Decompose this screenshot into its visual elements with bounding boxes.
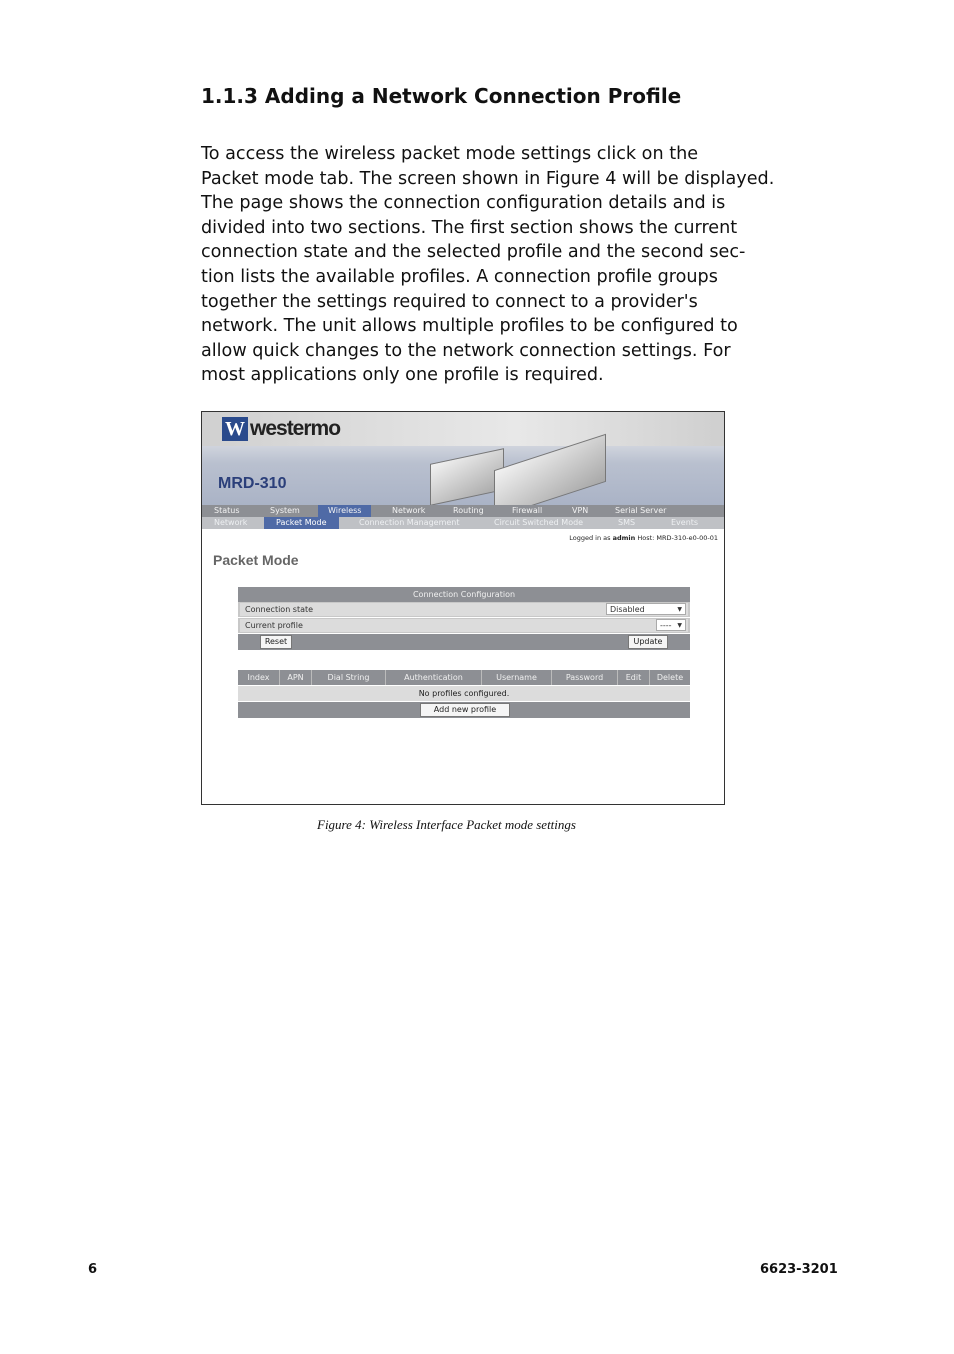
- paragraph-line: To access the wireless packet mode settings click on the: [201, 144, 699, 164]
- no-profiles-row: No profiles configured.: [238, 686, 690, 701]
- subnav-tab-sms[interactable]: SMS: [618, 518, 636, 527]
- model-name: MRD-310: [218, 475, 287, 492]
- column-header: Password: [552, 670, 618, 685]
- document-number: 6623-3201: [760, 1262, 838, 1277]
- add-profile-row: [238, 702, 690, 718]
- column-header: Username: [482, 670, 552, 685]
- subnav-tab-packet-mode[interactable]: Packet Mode: [264, 517, 339, 529]
- device-image: [430, 448, 504, 506]
- connection-state-label: Connection state: [240, 603, 471, 616]
- nav-tab-serial-server[interactable]: Serial Server: [615, 506, 667, 515]
- subnav-tab-network[interactable]: Network: [214, 518, 248, 527]
- update-button[interactable]: Update: [628, 635, 668, 649]
- paragraph-line: divided into two sections. The first section shows the current: [201, 217, 738, 238]
- section-heading: 1.1.3 Adding a Network Connection Profile: [201, 84, 682, 108]
- logo-wordmark: westermo: [250, 417, 341, 440]
- config-table-header: Connection Configuration: [238, 587, 690, 602]
- nav-tab-firewall[interactable]: Firewall: [512, 506, 543, 515]
- figure-screenshot: [201, 411, 725, 805]
- nav-tab-status[interactable]: Status: [214, 506, 240, 515]
- connection-state-row: [238, 602, 690, 617]
- subnav-tab-circuit-switched[interactable]: Circuit Switched Mode: [494, 518, 584, 527]
- config-buttons-row: [238, 634, 690, 650]
- column-header: Dial String: [312, 670, 386, 685]
- connection-state-select[interactable]: [606, 603, 686, 615]
- subnav-tab-connection-management[interactable]: Connection Management: [359, 518, 460, 527]
- column-header: Delete: [656, 673, 684, 682]
- nav-tab-network[interactable]: Network: [392, 506, 426, 515]
- paragraph-line: most applications only one profile is required.: [201, 365, 604, 386]
- current-profile-label: Current profile: [240, 619, 471, 632]
- column-header: APN: [280, 670, 312, 685]
- nav-tab-routing[interactable]: Routing: [453, 506, 484, 515]
- subnav-tab-events[interactable]: Events: [671, 518, 699, 527]
- add-new-profile-button[interactable]: Add new profile: [420, 703, 510, 717]
- nav-tab-system[interactable]: System: [270, 506, 300, 515]
- page-number: 6: [88, 1262, 98, 1277]
- column-header: Authentication: [386, 670, 482, 685]
- profiles-table-header: [238, 670, 690, 685]
- login-status: [569, 534, 718, 542]
- device-banner: [202, 412, 724, 505]
- paragraph-line: together the settings required to connect to a provider's: [201, 291, 698, 312]
- paragraph-line: allow quick changes to the network connection settings. For: [201, 340, 731, 361]
- figure-caption: Figure 4: Wireless Interface Packet mode settings: [317, 817, 576, 832]
- main-nav: [202, 505, 724, 517]
- paragraph-line: The page shows the connection configuration details and is: [201, 193, 726, 214]
- intro-paragraph: [201, 142, 775, 388]
- login-prefix: Logged in as: [569, 534, 611, 542]
- paragraph-line: Packet mode tab. The screen shown in Figure 4 will be displayed.: [201, 168, 775, 189]
- westermo-logo: [222, 416, 340, 442]
- logo-mark-icon: W: [222, 417, 248, 441]
- nav-tab-wireless[interactable]: Wireless: [318, 505, 371, 517]
- dropdown-arrow-icon: ▼: [677, 622, 682, 629]
- reset-button[interactable]: Reset: [260, 635, 292, 649]
- sub-nav: [202, 517, 724, 529]
- current-profile-value: ----: [660, 621, 672, 630]
- current-profile-select[interactable]: [656, 619, 686, 631]
- login-user: admin: [612, 534, 636, 542]
- paragraph-line: connection state and the selected profile and the second sec-: [201, 242, 746, 263]
- connection-state-value: Disabled: [610, 605, 645, 614]
- connection-config-table: [238, 587, 690, 652]
- profiles-table: [238, 670, 690, 718]
- page-title: Packet Mode: [213, 552, 299, 568]
- dropdown-arrow-icon: ▼: [677, 606, 682, 613]
- column-header: Edit: [618, 670, 650, 685]
- current-profile-row: [238, 618, 690, 633]
- paragraph-line: network. The unit allows multiple profiles to be configured to: [201, 316, 738, 337]
- paragraph-line: tion lists the available profiles. A connection profile groups: [201, 266, 718, 287]
- login-host: Host: MRD-310-e0-00-01: [637, 534, 718, 542]
- nav-tab-vpn[interactable]: VPN: [572, 506, 589, 515]
- column-header: Index: [238, 670, 280, 685]
